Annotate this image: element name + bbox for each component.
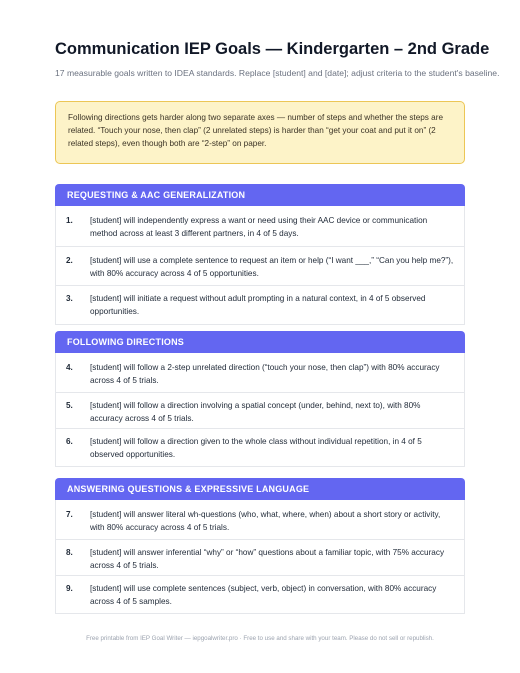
goal-number: 6. <box>66 437 73 446</box>
goal-item <box>56 285 464 324</box>
goal-text: [student] will independently express a want or need using their AAC device or communication method across at least 3 different partners, in 4 of 5 days. <box>90 216 428 238</box>
goal-list <box>55 353 465 467</box>
section-heading: REQUESTING & AAC GENERALIZATION <box>55 184 465 206</box>
goal-number: 2. <box>66 256 73 265</box>
goal-item <box>56 206 464 246</box>
goal-item <box>56 353 464 392</box>
goal-number: 7. <box>66 510 73 519</box>
callout-note <box>55 101 465 164</box>
goal-text: [student] will follow a direction involving a spatial concept (under, behind, next to), with 80% accuracy across 4 of 5 trials. <box>90 401 421 423</box>
goal-number: 4. <box>66 363 73 372</box>
section-heading: ANSWERING QUESTIONS & EXPRESSIVE LANGUAGE <box>55 478 465 500</box>
goal-item <box>56 500 464 539</box>
goal-text: [student] will answer literal wh-questions (who, what, where, when) about a short story or activity, with 80% accuracy across 4 of 5 trials. <box>90 510 441 532</box>
goal-item <box>56 539 464 575</box>
goal-item <box>56 392 464 428</box>
goal-number: 8. <box>66 548 73 557</box>
section-answering-questions <box>55 478 465 614</box>
goal-number: 3. <box>66 294 73 303</box>
goal-text: [student] will initiate a request without adult prompting in a natural context, in 4 of 5 observed opportunities. <box>90 294 426 316</box>
goal-item <box>56 246 464 285</box>
section-following-directions <box>55 331 465 467</box>
goal-list <box>55 500 465 614</box>
goal-number: 9. <box>66 584 73 593</box>
goal-text: [student] will follow a direction given to the whole class without individual repetition, in 4 of 5 observed opportunities. <box>90 437 422 459</box>
callout-note-text: Following directions gets harder along two separate axes — number of steps and whether the steps are related. “Touch your nose, then clap” (2 unrelated steps) is harder than “get your coat and put it on” (2 related steps), even though both are “2-step” on paper. <box>68 113 444 148</box>
goal-item <box>56 428 464 466</box>
goal-text: [student] will follow a 2-step unrelated direction (“touch your nose, then clap”) with 80% accuracy across 4 of 5 trials. <box>90 363 440 385</box>
section-heading: FOLLOWING DIRECTIONS <box>55 331 465 353</box>
goal-text: [student] will use complete sentences (subject, verb, object) in conversation, with 80% accuracy across 4 of 5 samples. <box>90 584 437 606</box>
goal-list <box>55 206 465 325</box>
goal-number: 1. <box>66 216 73 225</box>
page-title: Communication IEP Goals — Kindergarten – 2nd Grade <box>55 40 490 58</box>
goal-item <box>56 575 464 613</box>
goal-number: 5. <box>66 401 73 410</box>
page-subtitle: 17 measurable goals written to IDEA standards. Replace [student] and [date]; adjust criteria to the student's baseline. <box>55 68 500 78</box>
goal-text: [student] will answer inferential “why” or “how” questions about a familiar topic, with 75% accuracy across 4 of 5 trials. <box>90 548 445 570</box>
goal-text: [student] will use a complete sentence to request an item or help (“I want ___,” “Can you help me?”), with 80% accuracy across 4 of 5 opportunities. <box>90 256 454 278</box>
section-requesting <box>55 184 465 325</box>
page-footer: Free printable from IEP Goal Writer — iepgoalwriter.pro · Free to use and share with your team. Please do not sell or republish. <box>86 635 434 642</box>
